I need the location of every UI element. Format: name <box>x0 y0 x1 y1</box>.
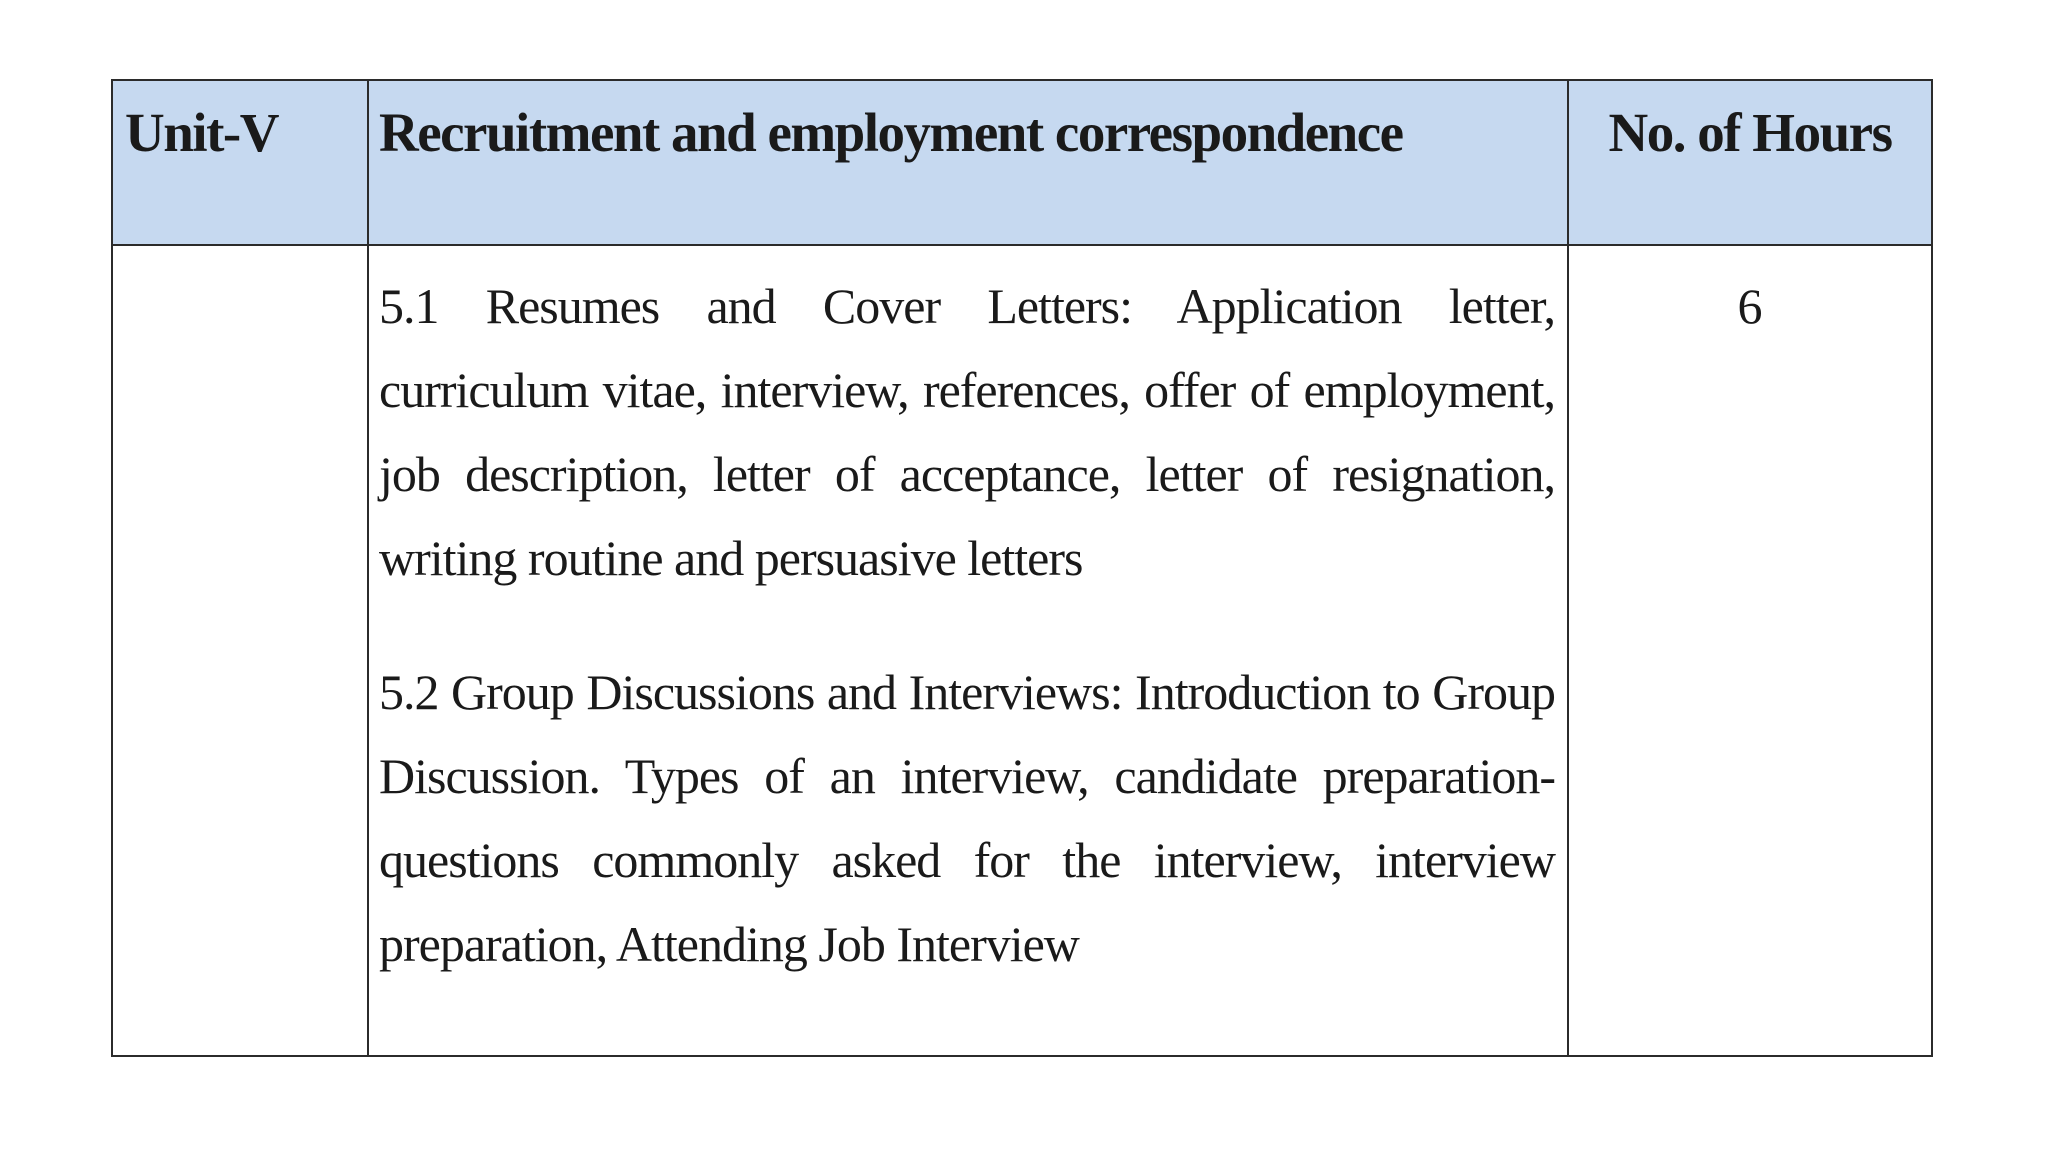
topic-5-1-text: 5.1 Resumes and Cover Letters: Application letter, curriculum vitae, interview, references, offer of employment, job description, letter of acceptance, letter of resignation, writing routine and persuasive letters <box>379 278 1555 586</box>
unit-header: Unit-V <box>125 102 278 163</box>
syllabus-table <box>111 79 1933 1057</box>
topic-5-2-text: 5.2 Group Discussions and Interviews: Introduction to Group Discussion. Types of an interview, candidate preparation-questions commonly asked for the interview, interview preparation, Attending Job Interview <box>379 664 1555 972</box>
topic-cell <box>368 245 1568 1056</box>
table-row <box>112 245 1932 1056</box>
unit-header-cell <box>112 80 368 245</box>
topic-header: Recruitment and employment correspondence <box>379 102 1403 163</box>
hours-header-cell <box>1568 80 1932 245</box>
unit-cell <box>112 245 368 1056</box>
hours-header: No. of Hours <box>1608 102 1892 163</box>
table-header-row <box>112 80 1932 245</box>
hours-value: 6 <box>1737 278 1763 334</box>
topic-header-cell <box>368 80 1568 245</box>
hours-cell <box>1568 245 1932 1056</box>
